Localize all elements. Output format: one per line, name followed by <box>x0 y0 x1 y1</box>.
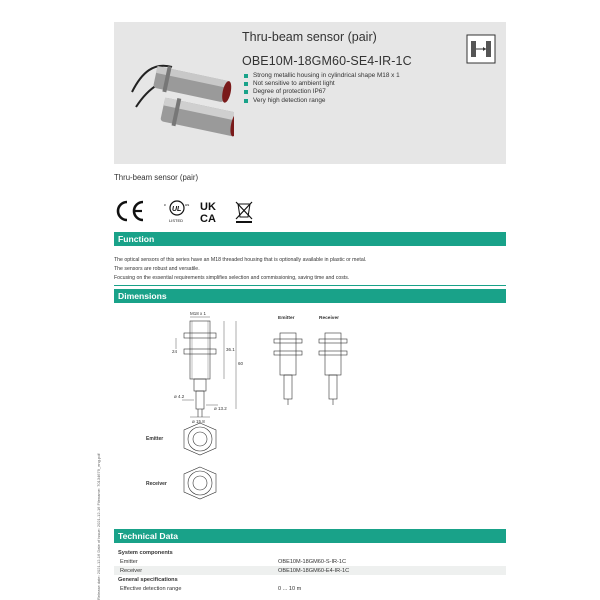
release-info-text: Release date: 2021-12-16 Date of issue: 2021-12-16 Filename: 70134679_eng.pdf <box>96 453 101 600</box>
emitter-top-drawing <box>184 423 216 455</box>
function-heading: Function <box>114 232 506 246</box>
certification-marks <box>114 198 264 224</box>
row-label: Effective detection range <box>120 585 182 592</box>
weee-bin-icon <box>236 202 252 223</box>
svg-text:36.1: 36.1 <box>226 347 235 352</box>
function-line: The sensors are robust and versatile. <box>114 266 200 272</box>
receiver-top-drawing <box>184 467 216 499</box>
feature-item: Not sensitive to ambient light <box>244 80 400 88</box>
svg-text:Receiver: Receiver <box>146 481 167 487</box>
svg-text:CA: CA <box>200 213 216 224</box>
group-label: General specifications <box>118 576 178 583</box>
dimensions-heading: Dimensions <box>114 289 506 303</box>
function-line: Focusing on the essential requirements simplifies selection and commissioning, saving time and costs. <box>114 275 350 281</box>
release-info-sidebar <box>96 420 104 600</box>
technical-data-heading: Technical Data <box>114 529 506 543</box>
product-subtitle: Thru-beam sensor (pair) <box>114 173 199 182</box>
svg-text:ø 4.2: ø 4.2 <box>174 394 185 399</box>
section-divider <box>114 285 506 286</box>
svg-text:us: us <box>185 202 190 207</box>
thru-beam-symbol-icon <box>466 34 496 64</box>
function-text <box>114 256 506 283</box>
receiver-front-drawing <box>319 333 347 405</box>
svg-text:Emitter: Emitter <box>146 436 164 442</box>
svg-text:LISTED: LISTED <box>169 218 184 223</box>
table-group-row <box>114 548 506 557</box>
svg-text:M18 x 1: M18 x 1 <box>190 311 207 316</box>
sensor-pair-photo <box>114 22 234 164</box>
svg-text:Emitter: Emitter <box>278 316 295 321</box>
svg-text:UK: UK <box>200 201 216 213</box>
ukca-icon <box>200 201 216 224</box>
table-group-row <box>114 575 506 584</box>
svg-text:Receiver: Receiver <box>319 316 340 321</box>
side-view-drawing <box>176 317 236 417</box>
function-line: The optical sensors of this series have an M18 threaded housing that is optionally available in plastic or metal. <box>114 257 367 263</box>
svg-text:60: 60 <box>238 361 244 366</box>
row-label: Emitter <box>120 558 138 565</box>
svg-text:24: 24 <box>172 349 178 354</box>
svg-text:ø 13.2: ø 13.2 <box>214 406 227 411</box>
feature-list <box>244 72 400 105</box>
group-label: System components <box>118 549 173 556</box>
emitter-front-drawing <box>274 333 302 405</box>
ul-listed-icon <box>164 201 189 223</box>
row-label: Receiver <box>114 566 274 575</box>
row-value: 0 ... 10 m <box>278 585 302 592</box>
product-hero <box>114 22 506 164</box>
feature-item: Very high detection range <box>244 97 400 105</box>
table-row <box>114 557 506 566</box>
svg-text:UL: UL <box>172 206 182 213</box>
feature-item: Strong metallic housing in cylindrical shape M18 x 1 <box>244 72 400 80</box>
feature-item: Degree of protection IP67 <box>244 88 400 96</box>
svg-text:c: c <box>164 202 166 207</box>
row-value: OBE10M-18GM60-S-IR-1C <box>278 558 347 565</box>
svg-text:ø 15.8: ø 15.8 <box>192 419 205 424</box>
technical-data-table <box>114 548 506 593</box>
table-row <box>114 566 506 575</box>
product-title: Thru-beam sensor (pair) <box>242 30 377 44</box>
product-model: OBE10M-18GM60-SE4-IR-1C <box>242 54 412 68</box>
dimension-drawing <box>114 305 506 520</box>
row-value: OBE10M-18GM60-E4-IR-1C <box>274 566 506 575</box>
table-row <box>114 584 506 593</box>
ce-mark-icon <box>118 202 143 220</box>
